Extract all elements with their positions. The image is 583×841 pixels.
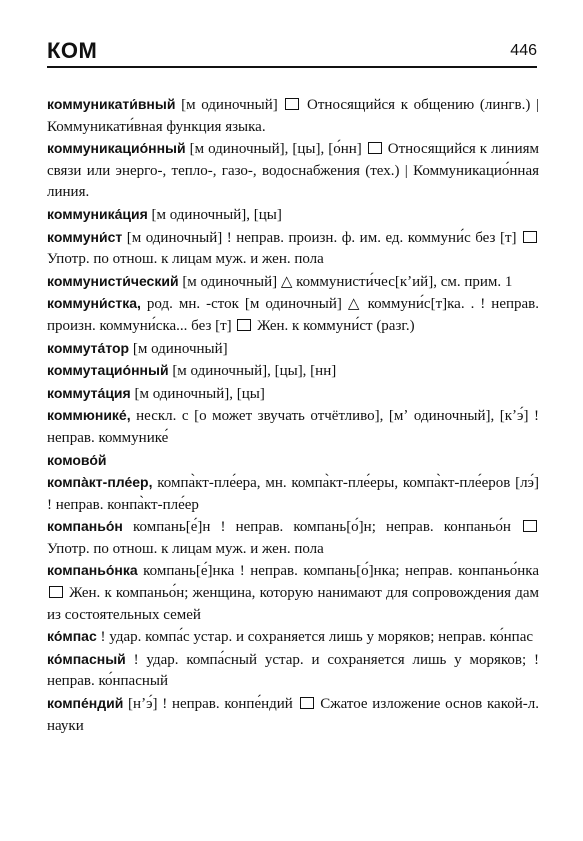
definition-box-icon bbox=[523, 520, 537, 532]
entry-headword: коммунисти́ческий bbox=[47, 272, 179, 289]
entry-text: Употр. по отнош. к лицам муж. и жен. пола bbox=[47, 540, 324, 557]
definition-box-icon bbox=[300, 697, 314, 709]
entry-text: Употр. по отнош. к лицам муж. и жен. пола bbox=[47, 251, 324, 268]
entry-headword: коммюнике́, bbox=[47, 407, 131, 424]
entry-text: [м одиночный], [цы] bbox=[130, 385, 265, 402]
dictionary-entry bbox=[47, 560, 539, 626]
entry-text: род. мн. -сток [м одиночный] △ коммуни́с[т]ка. . ! неправ. произн. коммуни́ска... без [т] bbox=[47, 296, 539, 334]
entry-text: [м одиночный], [цы], [о́нн] bbox=[185, 141, 362, 158]
entry-headword: компаньо́н bbox=[47, 518, 123, 535]
entry-text: компань[е́]н ! неправ. компань[о́]н; неправ. конпаньо́н bbox=[122, 519, 511, 536]
running-headword: КОМ bbox=[47, 38, 98, 63]
entry-headword: ко́мпасный bbox=[47, 650, 126, 667]
entry-text: ! удар. компа́сный устар. и сохраняется лишь у моряков; ! неправ. ко́нпасный bbox=[47, 651, 539, 690]
entry-text: ! удар. компа́с устар. и сохраняется лишь у моряков; неправ. ко́нпас bbox=[96, 629, 534, 646]
definition-box-icon bbox=[237, 319, 251, 331]
entry-headword: коммутацио́нный bbox=[47, 362, 169, 379]
definition-box-icon bbox=[49, 586, 63, 598]
entry-headword: компаньо́нка bbox=[47, 562, 138, 579]
entry-headword: коммута́тор bbox=[47, 339, 130, 356]
entry-text: Жен. к коммуни́ст (разг.) bbox=[257, 317, 415, 334]
entry-text: Относящийся к общению (лингв.) | Коммуникати́вная функция языка. bbox=[47, 97, 540, 135]
header-rule bbox=[47, 66, 537, 68]
entry-headword: комово́й bbox=[47, 451, 107, 468]
page-header bbox=[47, 38, 537, 66]
definition-box-icon bbox=[368, 142, 382, 154]
entry-text: [м одиночный] ! неправ. произн. ф. им. ед. коммуни́с без [т] bbox=[122, 229, 517, 246]
dictionary-entry bbox=[47, 472, 539, 516]
entry-text: [м одиночный], [цы], [нн] bbox=[168, 363, 337, 380]
dictionary-entry bbox=[47, 649, 539, 693]
dictionary-entry bbox=[47, 338, 539, 361]
dictionary-entry bbox=[47, 204, 539, 227]
entry-headword: ко́мпас bbox=[47, 628, 97, 645]
entry-headword: коммуника́ция bbox=[47, 205, 148, 222]
entry-text: компань[е́]нка ! неправ. компань[о́]нка; неправ. конпаньо́нка bbox=[137, 563, 539, 580]
entry-text: Жен. к компаньо́н; женщина, которую нанимают для сопровождения дам из состоятельных семей bbox=[47, 585, 539, 623]
entry-headword: коммуникацио́нный bbox=[47, 140, 186, 157]
entry-text: [м одиночный] bbox=[175, 97, 278, 113]
definition-box-icon bbox=[523, 231, 537, 243]
entry-text: Относящийся к линиям связи или энерго-, тепло-, газо-, водоснабжения (тех.) | Коммуникацио́нная линия. bbox=[47, 141, 540, 201]
dictionary-entry bbox=[47, 626, 539, 649]
dictionary-entry bbox=[47, 383, 539, 406]
entry-text: нескл. с [о может звучать отчётливо], [мʼ одиночный], [кʼэ́] ! неправ. коммунике́ bbox=[47, 408, 539, 446]
dictionary-entry bbox=[47, 450, 539, 473]
dictionary-entry bbox=[47, 405, 539, 449]
dictionary-entry bbox=[47, 138, 539, 204]
dictionary-entries bbox=[47, 94, 539, 737]
page-number: 446 bbox=[510, 42, 537, 59]
entry-text: [нʼэ́] ! неправ. конпе́ндий bbox=[123, 696, 293, 713]
definition-box-icon bbox=[285, 98, 299, 110]
entry-text: [м одиночный], [цы] bbox=[147, 206, 282, 223]
dictionary-entry bbox=[47, 293, 539, 337]
entry-text: Сжатое изложение основ какой-л. науки bbox=[47, 696, 539, 734]
entry-headword: компе́ндий bbox=[47, 695, 124, 712]
dictionary-entry bbox=[47, 360, 539, 383]
dictionary-entry bbox=[47, 227, 539, 271]
entry-text: [м одиночный] bbox=[129, 340, 228, 357]
entry-headword: коммуни́ст bbox=[47, 228, 123, 245]
dictionary-entry bbox=[47, 516, 539, 560]
entry-headword: коммуникати́вный bbox=[47, 96, 176, 112]
entry-headword: компа̀кт-пле́ер, bbox=[47, 474, 153, 491]
entry-headword: коммуни́стка, bbox=[47, 295, 141, 312]
dictionary-entry bbox=[47, 693, 539, 737]
dictionary-entry bbox=[47, 94, 539, 138]
dictionary-entry bbox=[47, 271, 539, 294]
entry-text: компа̀кт-пле́ера, мн. компа̀кт-пле́еры, компа̀кт-пле́еров [лэ́] ! неправ. конпа̀кт-пле́ер bbox=[47, 475, 539, 513]
entry-headword: коммута́ция bbox=[47, 384, 131, 401]
entry-text: [м одиночный] △ коммунисти́чес[кʼий], см. прим. 1 bbox=[178, 273, 513, 290]
